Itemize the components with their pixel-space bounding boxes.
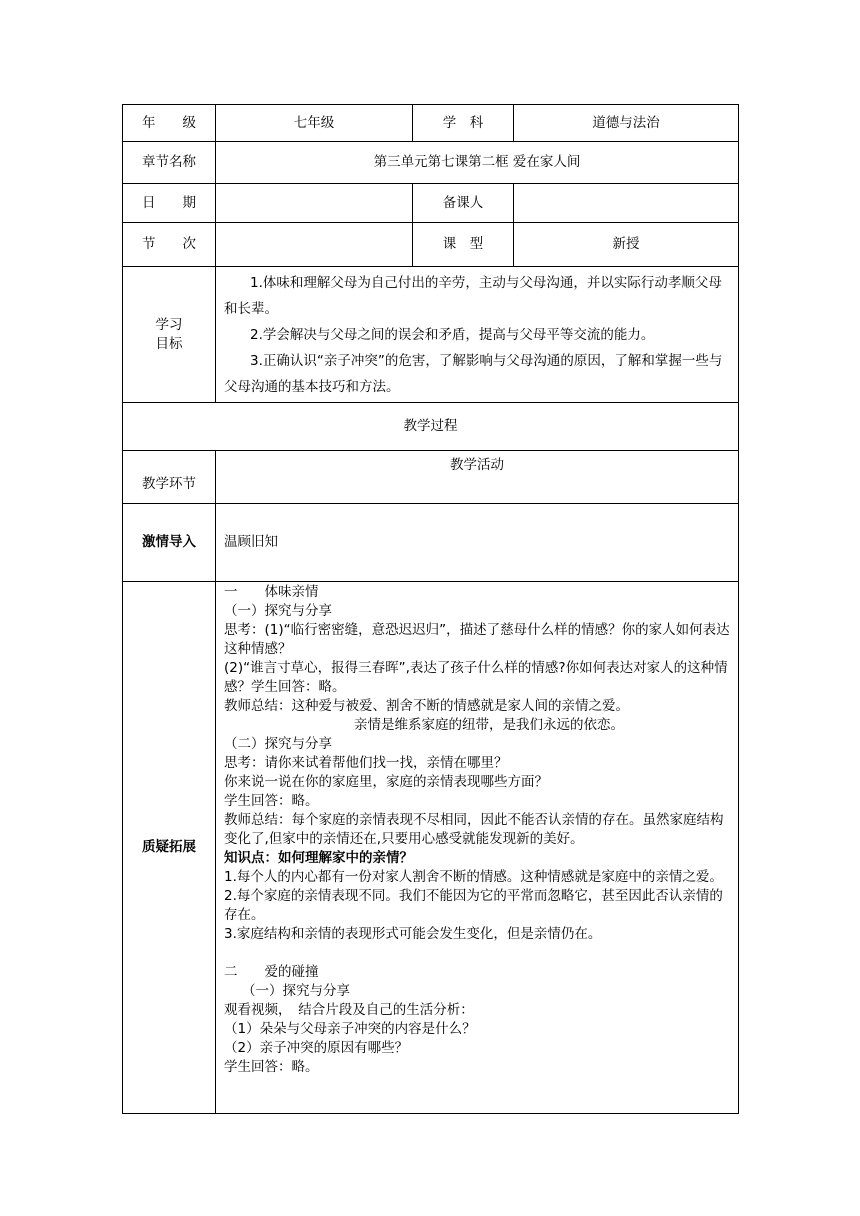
period-value (216, 223, 413, 267)
content-line: (2)“谁言寸草心，报得三春晖”,表达了孩子什么样的情感?你如何表达对家人的这种情感？学生回答：略。 (224, 660, 728, 695)
expand-activity (216, 582, 739, 1114)
content-line: 学生回答：略。 (224, 793, 319, 809)
lesson-type-value: 新授 (514, 223, 739, 267)
content-line: （2）亲子冲突的原因有哪些？ (224, 1040, 409, 1056)
grade-row (123, 105, 739, 142)
preparer-label: 备课人 (413, 184, 514, 223)
expand-stage: 质疑拓展 (123, 582, 216, 1114)
section-heading: 一 体味亲情 (224, 584, 319, 600)
subject-label: 学 科 (413, 105, 514, 142)
grade-label: 年 级 (123, 105, 216, 142)
knowledge-point-item: 3.家庭结构和亲情的表现形式可能会发生变化，但是亲情仍在。 (224, 926, 602, 942)
content-line: 观看视频， 结合片段及自己的生活分析： (224, 1002, 474, 1018)
period-row (123, 223, 739, 267)
intro-stage: 激情导入 (123, 504, 216, 582)
content-line: 学生回答：略。 (224, 1059, 319, 1075)
blank-line (224, 944, 730, 963)
subsection-heading: （一）探究与分享 (242, 983, 350, 999)
content-line: 亲情是维系家庭的纽带，是我们永远的依恋。 (354, 717, 624, 733)
date-label: 日 期 (123, 184, 216, 223)
chapter-value: 第三单元第七课第二框 爱在家人间 (216, 142, 739, 184)
subsection-heading: （一）探究与分享 (224, 603, 332, 619)
preparer-value (514, 184, 739, 223)
process-title: 教学过程 (123, 403, 739, 451)
intro-activity: 温顾旧知 (216, 504, 739, 582)
activity-header: 教学活动 (216, 451, 739, 504)
intro-row (123, 504, 739, 582)
content-line: 思考：(1)“临行密密缝，意恐迟迟归”，描述了慈母什么样的情感？你的家人如何表达这种情感？ (224, 622, 730, 657)
expand-row (123, 582, 739, 1114)
objective-item: 2.学会解决与父母之间的误会和矛盾，提高与父母平等交流的能力。 (250, 327, 655, 343)
content-line: 教师总结：这种爱与被爱、割舍不断的情感就是家人间的亲情之爱。 (224, 698, 629, 714)
lesson-type-label: 课 型 (413, 223, 514, 267)
knowledge-point-item: 2.每个家庭的亲情表现不同。我们不能因为它的平常而忽略它，甚至因此否认亲情的存在。 (224, 888, 723, 923)
subsection-heading: （二）探究与分享 (224, 736, 332, 752)
stage-header: 教学环节 (123, 451, 216, 504)
objectives-label (123, 267, 216, 403)
lesson-plan-table (122, 104, 739, 1114)
objectives-content (216, 267, 739, 403)
knowledge-point-heading: 知识点：如何理解家中的亲情？ (224, 850, 413, 866)
objectives-row (123, 267, 739, 403)
content-line: 你来说一说在你的家庭里，家庭的亲情表现哪些方面？ (224, 774, 548, 790)
section-heading: 二 爱的碰撞 (224, 964, 319, 980)
chapter-row (123, 142, 739, 184)
process-header-row (123, 451, 739, 504)
process-title-row (123, 403, 739, 451)
knowledge-point-item: 1.每个人的内心都有一份对家人割舍不断的情感。这种情感就是家庭中的亲情之爱。 (224, 869, 723, 885)
subject-value: 道德与法治 (514, 105, 739, 142)
content-line: 思考：请你来试着帮他们找一找，亲情在哪里？ (224, 755, 508, 771)
content-line: 教师总结：每个家庭的亲情表现不尽相同，因此不能否认亲情的存在。虽然家庭结构变化了,但家中的亲情还在,只要用心感受就能发现新的美好。 (224, 812, 724, 847)
date-value (216, 184, 413, 223)
content-line: （1）朵朵与父母亲子冲突的内容是什么？ (224, 1021, 476, 1037)
grade-value: 七年级 (216, 105, 413, 142)
objectives-label-line2: 目标 (155, 335, 183, 352)
objective-item: 3.正确认识“亲子冲突”的危害，了解影响与父母沟通的原因，了解和掌握一些与父母沟通的基本技巧和方法。 (224, 353, 723, 395)
period-label: 节 次 (123, 223, 216, 267)
date-row (123, 184, 739, 223)
chapter-label: 章节名称 (123, 142, 216, 184)
objectives-label-line1: 学习 (155, 316, 183, 333)
objective-item: 1.体味和理解父母为自己付出的辛劳，主动与父母沟通，并以实际行动孝顺父母和长辈。 (224, 275, 722, 317)
